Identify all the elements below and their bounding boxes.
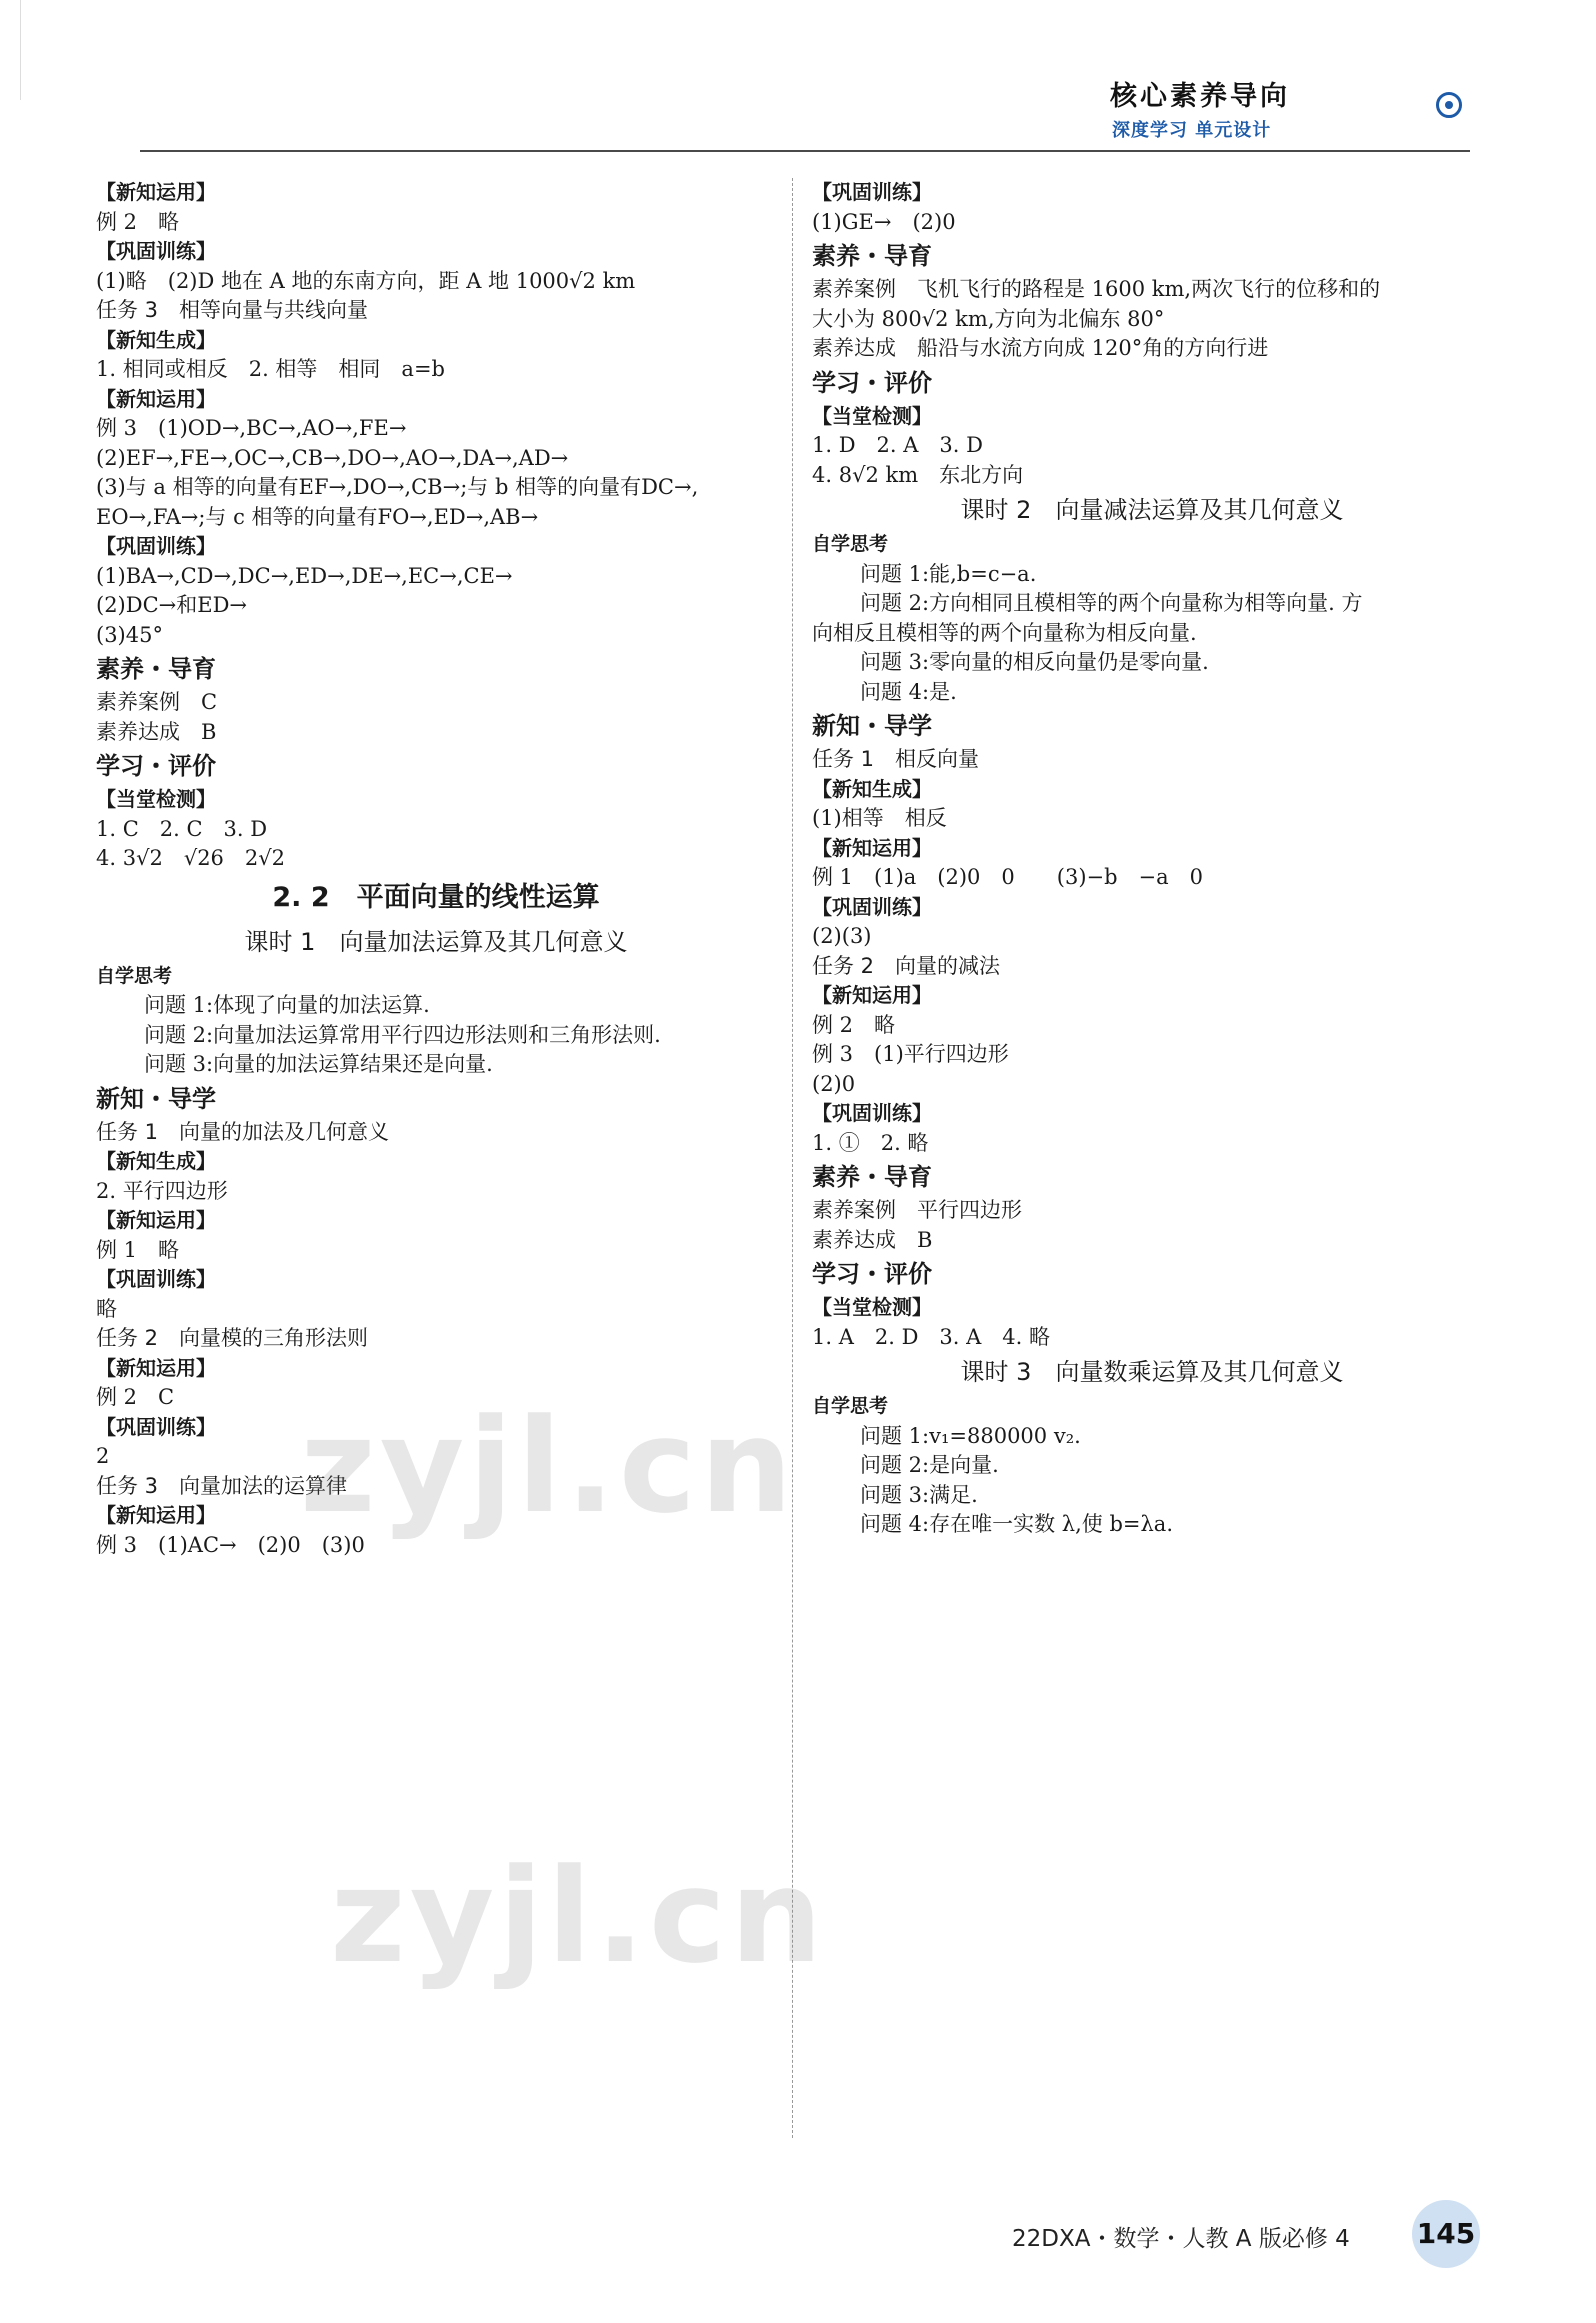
text-line: 1. D 2. A 3. D bbox=[812, 433, 983, 457]
text-line: (2)EF→,FE→,OC→,CB→,DO→,AO→,DA→,AD→ bbox=[96, 445, 569, 470]
bracket-heading: 【新知运用】 bbox=[812, 983, 932, 1007]
bracket-heading: 【新知运用】 bbox=[96, 1208, 216, 1232]
text-line: (2)(3) bbox=[812, 924, 872, 948]
question-line: 问题 4:存在唯一实数 λ,使 b=λa. bbox=[860, 1512, 1173, 1536]
question-line: 问题 4:是. bbox=[860, 679, 957, 704]
text-line: 4. 8√2 km 东北方向 bbox=[812, 462, 1024, 487]
text-line: 素养达成 B bbox=[96, 719, 217, 744]
bracket-heading: 【新知生成】 bbox=[812, 776, 932, 801]
task-heading: 任务 3 相等向量与共线向量 bbox=[96, 298, 369, 322]
text-line: 素养达成 船沿与水流方向成 120°角的方向行进 bbox=[812, 336, 1269, 360]
question-line: 问题 3:向量的加法运算结果还是向量. bbox=[144, 1052, 493, 1076]
lesson-title: 课时 2 向量减法运算及其几何意义 bbox=[960, 496, 1344, 524]
text-line: 例 3 (1)AC→ (2)0 (3)0 bbox=[96, 1532, 365, 1557]
page-header bbox=[0, 0, 1596, 160]
question-line: 问题 2:向量加法运算常用平行四边形法则和三角形法则. bbox=[144, 1022, 661, 1047]
bracket-heading: 【新知运用】 bbox=[96, 180, 216, 204]
bracket-heading: 【巩固训练】 bbox=[96, 239, 216, 263]
section-heading: 学习・评价 bbox=[812, 1260, 932, 1288]
section-heading: 新知・导学 bbox=[812, 712, 932, 740]
watermark: zyjl.cn bbox=[300, 1390, 797, 1542]
text-line: 略 bbox=[96, 1296, 117, 1321]
left-column bbox=[96, 178, 776, 1560]
bracket-heading: 【巩固训练】 bbox=[812, 180, 932, 204]
text-line: 例 3 (1)OD→,BC→,AO→,FE→ bbox=[96, 416, 407, 440]
text-line: 例 2 C bbox=[96, 1385, 175, 1409]
bracket-heading: 【新知生成】 bbox=[96, 1149, 216, 1173]
task-heading: 任务 1 相反向量 bbox=[812, 747, 980, 771]
lesson-title: 课时 1 向量加法运算及其几何意义 bbox=[244, 927, 628, 956]
text-line: 1. ① 2. 略 bbox=[812, 1130, 929, 1155]
text-line: 2. 平行四边形 bbox=[96, 1178, 228, 1203]
footer-label: 22DXA・数学・人教 A 版必修 4 bbox=[1012, 2226, 1350, 2252]
text-line: 大小为 800√2 km,方向为北偏东 80° bbox=[812, 306, 1165, 331]
question-line: 问题 3:零向量的相反向量仍是零向量. bbox=[860, 650, 1209, 674]
section-heading: 学习・评价 bbox=[96, 752, 216, 780]
bracket-heading: 【新知运用】 bbox=[96, 386, 216, 411]
text-line: 例 1 略 bbox=[96, 1237, 180, 1262]
bracket-heading: 【巩固训练】 bbox=[96, 1267, 216, 1291]
text-line: 1. 相同或相反 2. 相等 相同 a=b bbox=[96, 357, 445, 381]
text-line: (1)略 (2)D 地在 A 地的东南方向，距 A 地 1000√2 km bbox=[96, 268, 636, 293]
subsection-heading: 自学思考 bbox=[812, 533, 889, 555]
text-line: (1)BA→,CD→,DC→,ED→,DE→,EC→,CE→ bbox=[96, 563, 513, 588]
text-line: (3)45° bbox=[96, 622, 163, 647]
lesson-title: 课时 3 向量数乘运算及其几何意义 bbox=[960, 1358, 1344, 1386]
question-line: 问题 2:是向量. bbox=[860, 1453, 999, 1477]
header-rule bbox=[140, 150, 1470, 152]
task-heading: 任务 1 向量的加法及几何意义 bbox=[96, 1119, 390, 1144]
chapter-title: 2. 2 平面向量的线性运算 bbox=[272, 881, 600, 913]
text-line: 2 bbox=[96, 1444, 110, 1468]
bracket-heading: 【巩固训练】 bbox=[96, 534, 216, 558]
brand-subtitle: 深度学习 单元设计 bbox=[1112, 120, 1272, 141]
text-line: 1. A 2. D 3. A 4. 略 bbox=[812, 1324, 1051, 1349]
section-heading: 素养・导育 bbox=[812, 242, 932, 270]
bracket-heading: 【巩固训练】 bbox=[812, 894, 932, 919]
margin-line bbox=[20, 0, 21, 100]
text-line: 例 1 (1)a (2)0 0 (3)−b −a 0 bbox=[812, 865, 1204, 889]
text-line: 素养案例 飞机飞行的路程是 1600 km,两次飞行的位移和的 bbox=[812, 277, 1381, 301]
section-heading: 新知・导学 bbox=[96, 1084, 216, 1113]
question-line: 问题 1:体现了向量的加法运算. bbox=[144, 993, 430, 1017]
text-line: 素养达成 B bbox=[812, 1227, 933, 1252]
bracket-heading: 【巩固训练】 bbox=[812, 1101, 932, 1125]
question-line: 问题 2:方向相同且模相等的两个向量称为相等向量. 方 bbox=[860, 591, 1363, 615]
bracket-heading: 【新知生成】 bbox=[96, 327, 216, 352]
question-line: 问题 1:v₁=880000 v₂. bbox=[860, 1423, 1081, 1448]
task-heading: 任务 3 向量加法的运算律 bbox=[96, 1473, 348, 1498]
bracket-heading: 【新知运用】 bbox=[812, 835, 932, 860]
bracket-heading: 【当堂检测】 bbox=[812, 403, 932, 428]
text-line: (2)DC→和ED→ bbox=[96, 593, 248, 617]
question-line: 问题 3:满足. bbox=[860, 1482, 978, 1507]
text-line: 素养案例 C bbox=[96, 690, 218, 714]
text-line: (2)0 bbox=[812, 1071, 856, 1096]
text-line: 例 2 略 bbox=[96, 209, 180, 234]
bracket-heading: 【新知运用】 bbox=[96, 1355, 216, 1380]
subsection-heading: 自学思考 bbox=[96, 964, 173, 987]
section-heading: 学习・评价 bbox=[812, 368, 932, 397]
task-heading: 任务 2 向量模的三角形法则 bbox=[96, 1326, 369, 1350]
subsection-heading: 自学思考 bbox=[812, 1395, 889, 1417]
right-column bbox=[812, 178, 1492, 1540]
text-line: 向相反且模相等的两个向量称为相反向量. bbox=[812, 620, 1197, 645]
page-number: 145 bbox=[1412, 2200, 1480, 2268]
text-line: 例 2 略 bbox=[812, 1012, 896, 1037]
text-line: 1. C 2. C 3. D bbox=[96, 816, 268, 841]
bracket-heading: 【巩固训练】 bbox=[96, 1414, 216, 1439]
text-line: (3)与 a 相等的向量有EF→,DO→,CB→;与 b 相等的向量有DC→, bbox=[96, 475, 699, 499]
brand-title: 核心素养导向 bbox=[1110, 81, 1290, 112]
text-line: 4. 3√2 √26 2√2 bbox=[96, 846, 286, 870]
bracket-heading: 【当堂检测】 bbox=[812, 1295, 932, 1319]
bracket-heading: 【当堂检测】 bbox=[96, 787, 216, 811]
text-line: (1)GE→ (2)0 bbox=[812, 209, 956, 234]
question-line: 问题 1:能,b=c−a. bbox=[860, 561, 1037, 586]
text-line: EO→,FA→;与 c 相等的向量有FO→,ED→,AB→ bbox=[96, 504, 539, 529]
task-heading: 任务 2 向量的减法 bbox=[812, 953, 1001, 978]
section-heading: 素养・导育 bbox=[812, 1163, 932, 1191]
bracket-heading: 【新知运用】 bbox=[96, 1503, 216, 1527]
section-heading: 素养・导育 bbox=[96, 655, 216, 683]
watermark: zyjl.cn bbox=[330, 1840, 827, 1992]
text-line: 素养案例 平行四边形 bbox=[812, 1198, 1022, 1222]
target-icon bbox=[1436, 92, 1462, 118]
text-line: (1)相等 相反 bbox=[812, 806, 947, 830]
text-line: 例 3 (1)平行四边形 bbox=[812, 1042, 1009, 1066]
